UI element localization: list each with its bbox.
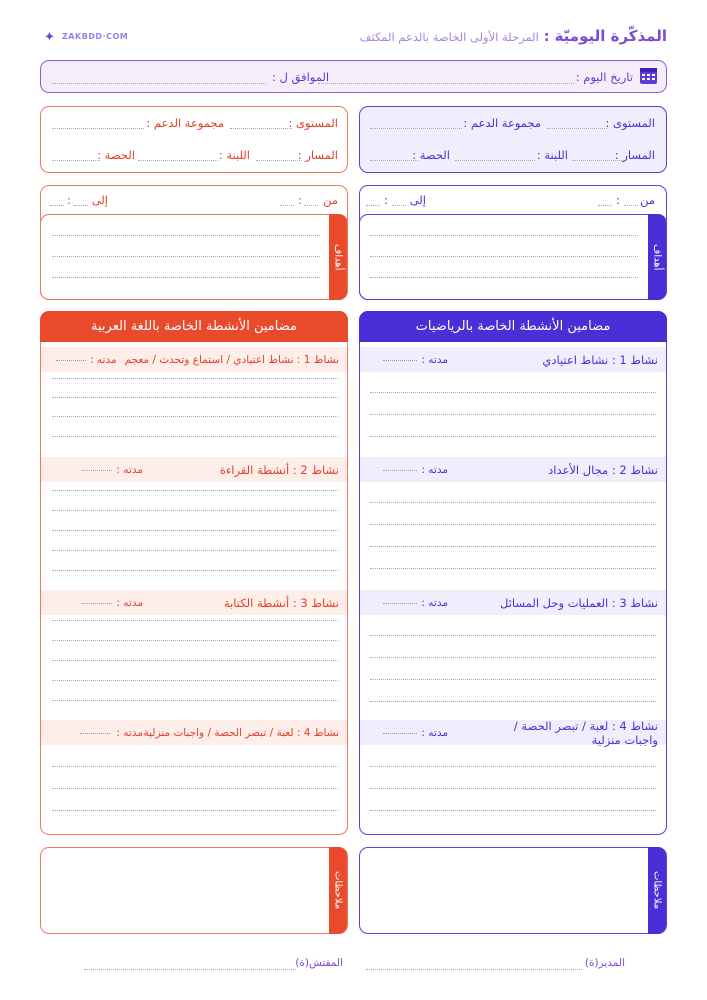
session-label-arabic: الحصة : — [97, 148, 135, 162]
date-bar — [40, 60, 667, 93]
math-writing-line[interactable] — [370, 679, 656, 680]
math-activity-row — [360, 590, 666, 615]
arabic-writing-line[interactable] — [52, 378, 338, 379]
level-label-arabic: المستوى : — [288, 116, 338, 130]
from-hours-arabic[interactable] — [304, 205, 318, 206]
objectives-inner-arabic — [40, 214, 348, 300]
track-field-arabic[interactable] — [256, 160, 302, 161]
group-field-math[interactable] — [370, 128, 462, 129]
math-activity-row — [360, 720, 666, 745]
brick-field-math[interactable] — [455, 160, 535, 161]
from-hours-math[interactable] — [624, 205, 638, 206]
session-field-arabic[interactable] — [52, 160, 100, 161]
arabic-writing-line[interactable] — [52, 660, 338, 661]
arabic-writing-line[interactable] — [52, 550, 338, 551]
math-writing-line[interactable] — [370, 701, 656, 702]
notes-tab-arabic: ملاحظات — [329, 847, 347, 934]
arabic-duration-field[interactable] — [56, 359, 86, 361]
math-activity-label: نشاط 3 : العمليات وحل المسائل — [500, 595, 658, 610]
to-label-math: إلى — [409, 193, 426, 207]
to-colon-math: : — [384, 193, 388, 207]
date-label: تاريخ اليوم : — [575, 70, 633, 84]
math-activities-box — [359, 311, 667, 835]
from-label-math: من — [640, 193, 655, 207]
from-minutes-arabic[interactable] — [280, 205, 294, 206]
corresponding-label: الموافق ل : — [272, 70, 330, 84]
objective-line-arabic[interactable] — [52, 235, 320, 236]
math-writing-line[interactable] — [370, 546, 656, 547]
math-writing-line[interactable] — [370, 635, 656, 636]
arabic-writing-line[interactable] — [52, 530, 338, 531]
math-activity-label: نشاط 1 : نشاط اعتيادي — [542, 352, 658, 367]
objective-line-math[interactable] — [370, 277, 638, 278]
math-activity-row — [360, 457, 666, 482]
math-header: مضامين الأنشطة الخاصة بالرياضيات — [359, 311, 667, 342]
math-activity-label: نشاط 2 : مجال الأعداد — [548, 462, 658, 477]
arabic-writing-line[interactable] — [52, 620, 338, 621]
arabic-activity-row — [41, 720, 347, 745]
to-minutes-arabic[interactable] — [50, 205, 64, 206]
arabic-writing-line[interactable] — [52, 416, 338, 417]
arabic-activity-row — [41, 457, 347, 482]
arabic-writing-line[interactable] — [52, 700, 338, 701]
objective-line-math[interactable] — [370, 235, 638, 236]
to-colon-arabic: : — [67, 193, 71, 207]
math-duration-field[interactable] — [383, 469, 417, 471]
track-label-math: المسار : — [614, 148, 655, 162]
group-label-arabic: مجموعة الدعم : — [146, 116, 224, 130]
page-title — [360, 26, 667, 45]
calendar-icon — [640, 68, 657, 84]
arabic-activity-duration: مدته : — [116, 463, 143, 476]
math-activity-duration: مدته : — [421, 353, 448, 366]
notes-tab-math: ملاحظات — [648, 847, 666, 934]
brick-label-arabic: اللبنة : — [218, 148, 250, 162]
inspector-label: المفتش(ة) — [295, 957, 343, 969]
brick-field-arabic[interactable] — [138, 160, 218, 161]
date-field[interactable] — [318, 83, 574, 84]
arabic-writing-line[interactable] — [52, 570, 338, 571]
group-field-arabic[interactable] — [52, 128, 144, 129]
objectives-tab-math: أهداف — [648, 214, 666, 300]
arabic-writing-line[interactable] — [52, 680, 338, 681]
math-writing-line[interactable] — [370, 392, 656, 393]
track-label-arabic: المسار : — [297, 148, 338, 162]
from-minutes-math[interactable] — [598, 205, 612, 206]
notes-box-math — [359, 847, 667, 934]
math-activity-duration: مدته : — [421, 463, 448, 476]
math-writing-line[interactable] — [370, 810, 656, 811]
math-duration-field[interactable] — [383, 602, 417, 604]
math-writing-line[interactable] — [370, 414, 656, 415]
math-writing-line[interactable] — [370, 502, 656, 503]
track-field-math[interactable] — [572, 160, 622, 161]
brand-icon: ✦ — [44, 30, 55, 45]
objectives-inner-math — [359, 214, 667, 300]
objective-line-arabic[interactable] — [52, 256, 320, 257]
objective-line-math[interactable] — [370, 256, 638, 257]
page-title-sub: المرحلة الأولى الخاصة بالدعم المكثف — [359, 30, 539, 44]
math-duration-field[interactable] — [383, 359, 417, 361]
brick-label-math: اللبنة : — [536, 148, 568, 162]
arabic-duration-field[interactable] — [80, 732, 110, 734]
arabic-activity-row — [41, 590, 347, 615]
arabic-writing-line[interactable] — [52, 397, 338, 398]
to-minutes-math[interactable] — [366, 205, 380, 206]
math-writing-line[interactable] — [370, 766, 656, 767]
director-signature-field[interactable] — [366, 969, 582, 970]
from-colon-arabic: : — [298, 193, 302, 207]
group-label-math: مجموعة الدعم : — [463, 116, 541, 130]
from-colon-math: : — [616, 193, 620, 207]
arabic-writing-line[interactable] — [52, 510, 338, 511]
level-field-arabic[interactable] — [230, 128, 292, 129]
math-activity-duration: مدته : — [421, 596, 448, 609]
arabic-duration-field[interactable] — [82, 602, 112, 604]
arabic-activity-row — [41, 347, 347, 372]
math-writing-line[interactable] — [370, 657, 656, 658]
level-label-math: المستوى : — [605, 116, 655, 130]
notes-box-arabic — [40, 847, 348, 934]
math-writing-line[interactable] — [370, 524, 656, 525]
arabic-writing-line[interactable] — [52, 490, 338, 491]
level-field-math[interactable] — [547, 128, 607, 129]
arabic-activity-label: نشاط 4 : لعبة / تبصر الحصة / واجبات منزلية — [143, 726, 339, 739]
arabic-activity-label: نشاط 1 : نشاط اعتيادي / استماع وتحدث / معجم — [124, 353, 339, 366]
corresponding-field[interactable] — [52, 83, 266, 84]
arabic-activities-box — [40, 311, 348, 835]
math-duration-field[interactable] — [383, 732, 417, 734]
arabic-activity-label: نشاط 3 : أنشطة الكتابة — [223, 595, 339, 610]
arabic-writing-line[interactable] — [52, 810, 338, 811]
from-label-arabic: من — [323, 193, 338, 207]
to-label-arabic: إلى — [91, 193, 108, 207]
arabic-header: مضامين الأنشطة الخاصة باللغة العربية — [40, 311, 348, 342]
objective-line-arabic[interactable] — [52, 277, 320, 278]
math-activity-row — [360, 347, 666, 372]
to-hours-arabic[interactable] — [74, 205, 88, 206]
brand-logo: ZAKBDD·COM — [62, 32, 129, 41]
arabic-activity-duration: مدته : — [116, 726, 143, 739]
arabic-writing-line[interactable] — [52, 788, 338, 789]
director-label: المدير(ة) — [584, 957, 625, 969]
math-writing-line[interactable] — [370, 568, 656, 569]
math-writing-line[interactable] — [370, 788, 656, 789]
inspector-signature-field[interactable] — [84, 969, 296, 970]
arabic-writing-line[interactable] — [52, 640, 338, 641]
arabic-writing-line[interactable] — [52, 766, 338, 767]
page-title-main: المذكّرة اليوميّة — [554, 27, 667, 45]
arabic-activity-label: نشاط 2 : أنشطة القراءة — [219, 462, 339, 477]
page-title-colon: : — [543, 29, 550, 45]
to-hours-math[interactable] — [392, 205, 406, 206]
session-label-math: الحصة : — [412, 148, 450, 162]
arabic-activity-duration: مدته : — [116, 596, 143, 609]
arabic-duration-field[interactable] — [82, 469, 112, 471]
math-activity-label: نشاط 4 : لعبة / تبصر الحصة / واجبات منزلية — [513, 718, 658, 747]
arabic-activity-duration: مدته : — [90, 353, 117, 366]
math-writing-line[interactable] — [370, 436, 656, 437]
math-activity-duration: مدته : — [421, 726, 448, 739]
session-field-math[interactable] — [370, 160, 418, 161]
objectives-tab-arabic: أهداف — [329, 214, 347, 300]
arabic-writing-line[interactable] — [52, 436, 338, 437]
